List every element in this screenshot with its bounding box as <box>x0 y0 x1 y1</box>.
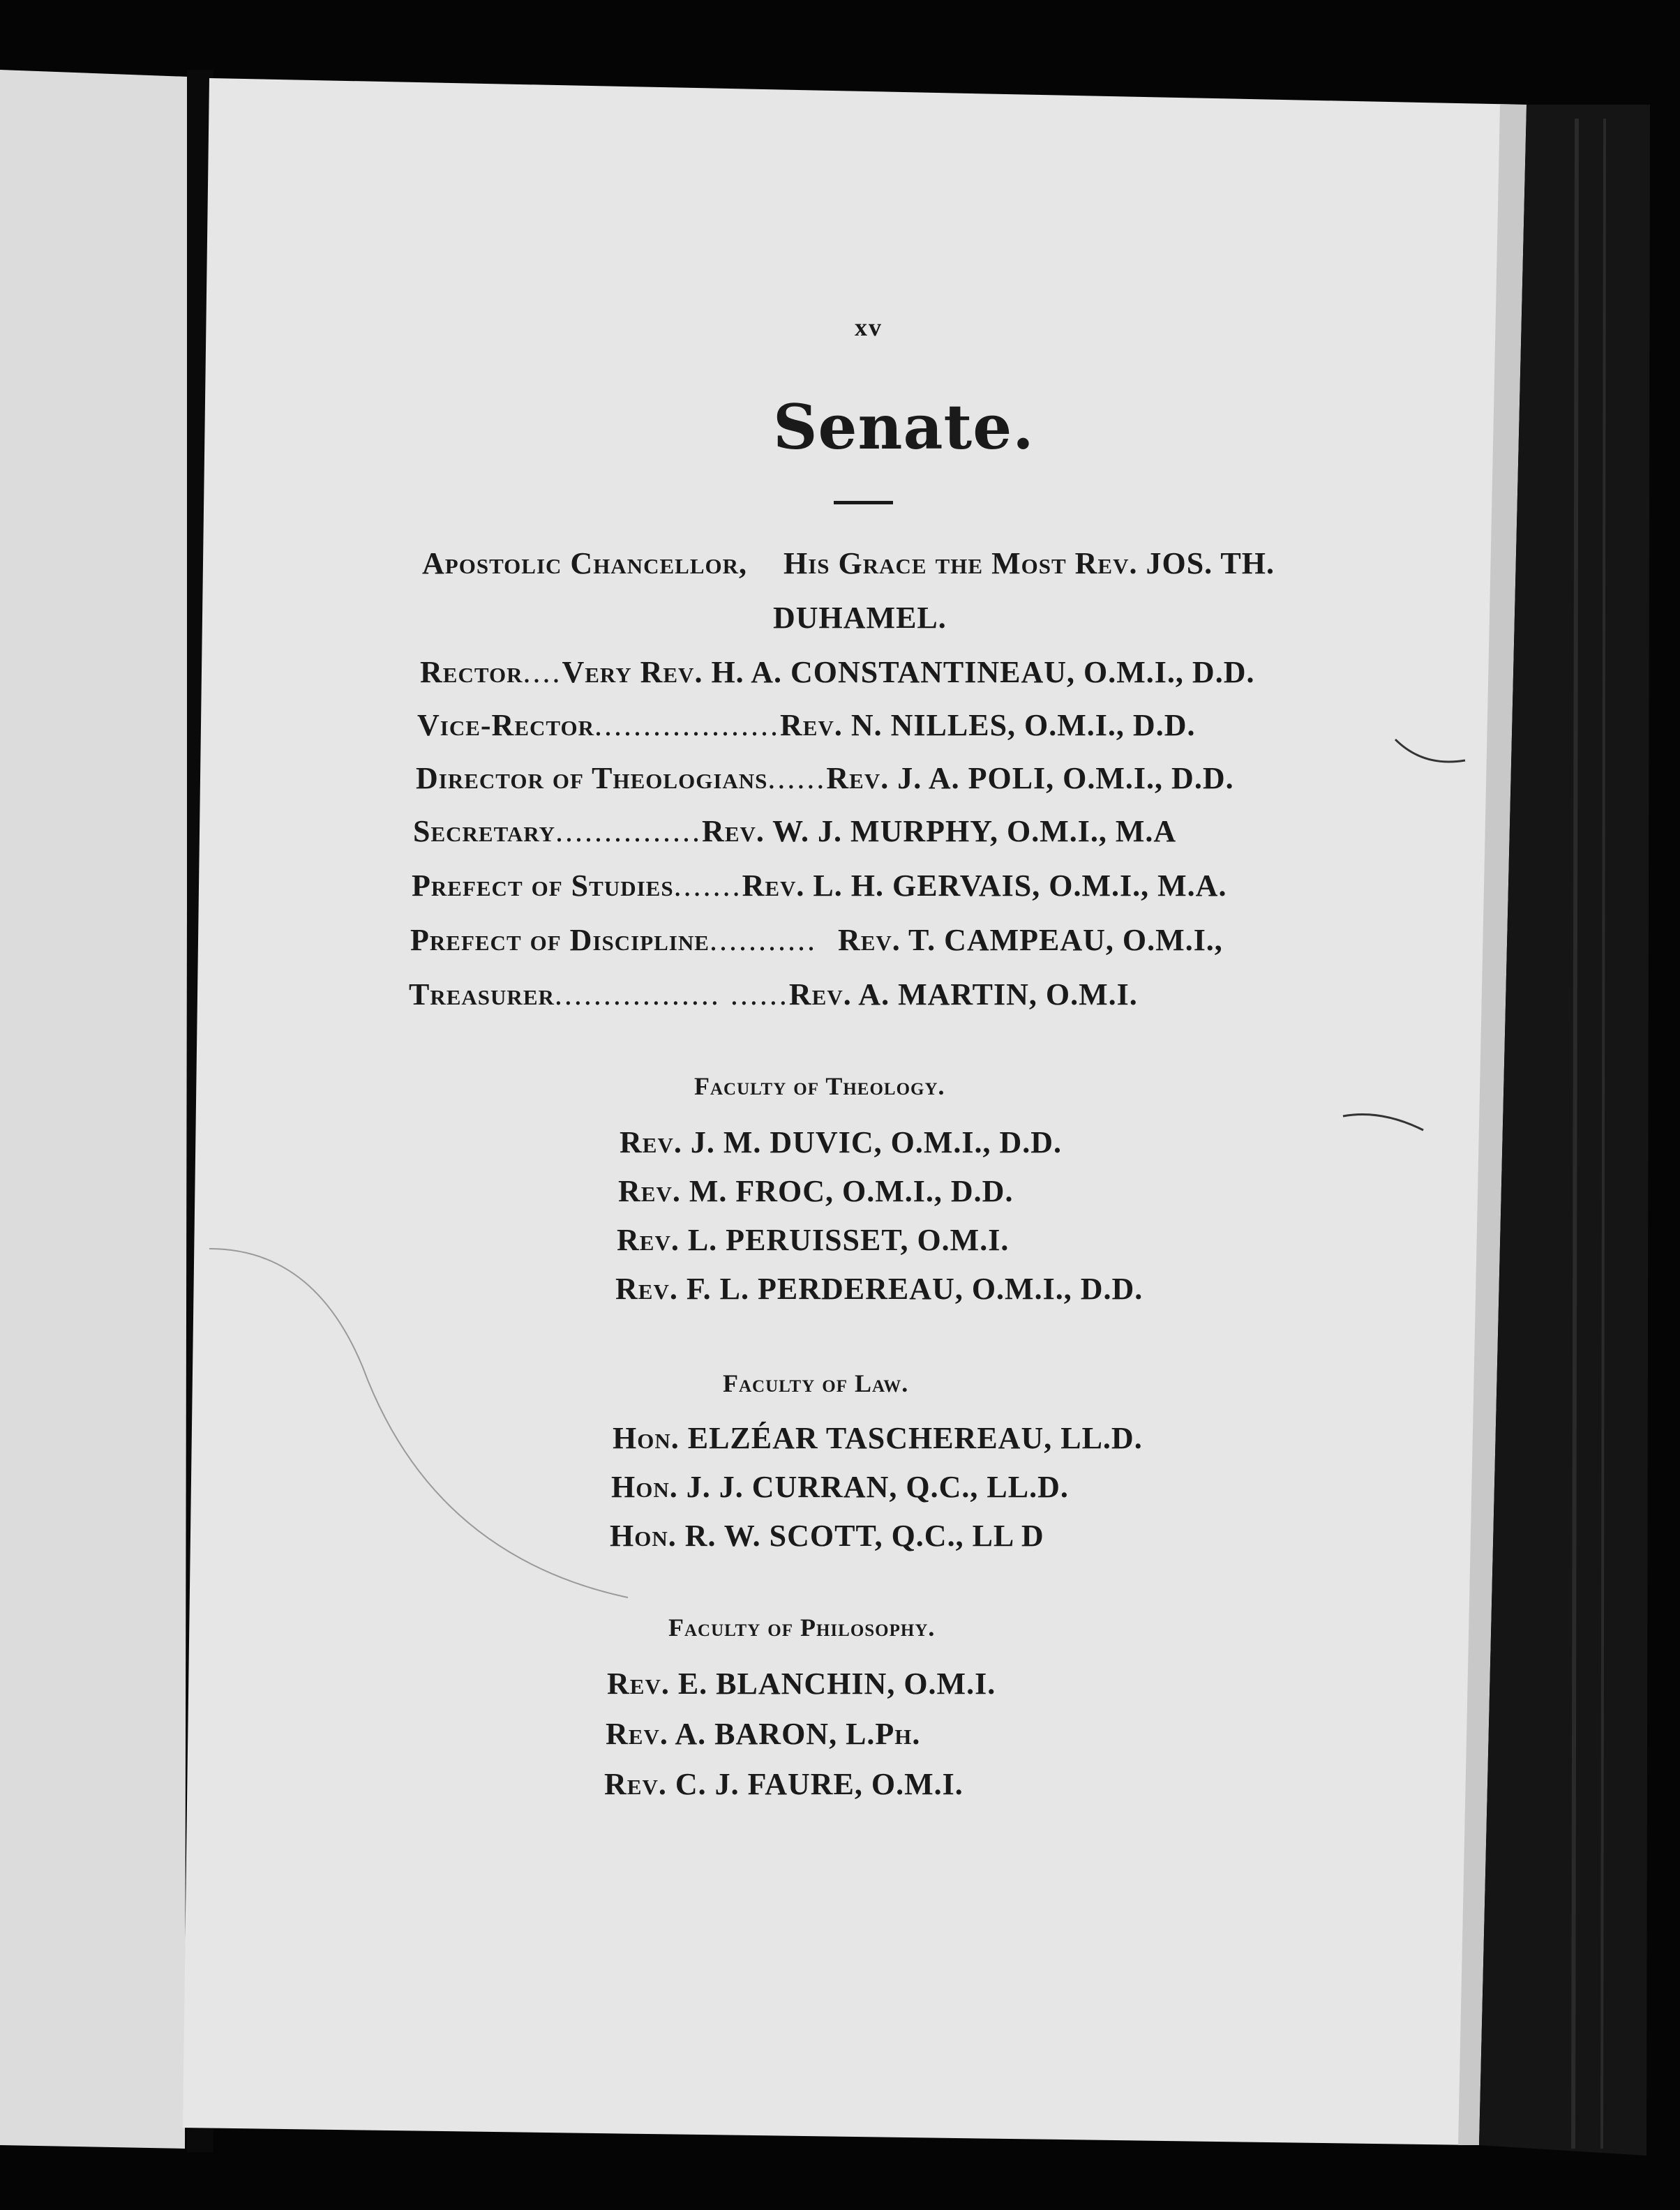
officer-holder: Very Rev. H. A. CONSTANTINEAU, O.M.I., D.D. <box>562 655 1255 689</box>
officer-holder: Rev. A. MARTIN, O.M.I. <box>788 977 1138 1012</box>
officer-office: Director of Theologians <box>416 761 768 795</box>
page-title: Senate. <box>773 391 1035 463</box>
officer-row <box>417 707 1195 743</box>
officer-office: Rector <box>420 655 523 689</box>
dot-leader: ............... <box>555 814 703 848</box>
left-page-sliver <box>0 70 188 2149</box>
faculty-heading: Faculty of Law. <box>723 1369 909 1397</box>
page-number: xv <box>855 313 883 341</box>
faculty-member: Rev. E. BLANCHIN, O.M.I. <box>607 1667 996 1701</box>
dot-leader: ...... <box>767 761 827 795</box>
faculty-member: Rev. J. M. DUVIC, O.M.I., D.D. <box>620 1125 1063 1159</box>
officer-office: Secretary <box>413 814 556 848</box>
dot-leader: ................. ...... <box>554 977 789 1012</box>
officer-office: Treasurer <box>409 977 555 1012</box>
officer-row <box>422 546 1275 581</box>
officer-holder: Rev. W. J. MURPHY, O.M.I., M.A <box>702 814 1177 848</box>
officer-holder: Rev. N. NILLES, O.M.I., D.D. <box>780 708 1196 742</box>
faculty-member: Rev. L. PERUISSET, O.M.I. <box>617 1223 1010 1257</box>
officer-office: Vice-Rector <box>417 708 595 742</box>
officer-holder: Rev. L. H. GERVAIS, O.M.I., M.A. <box>742 869 1227 903</box>
page-paper <box>183 78 1527 2145</box>
officer-row <box>420 654 1254 690</box>
dot-leader: ....... <box>673 869 742 903</box>
faculty-member: Rev. F. L. PERDEREAU, O.M.I., D.D. <box>615 1272 1143 1306</box>
officer-row <box>412 868 1227 903</box>
officer-row <box>409 977 1138 1012</box>
dot-leader: ................... <box>594 708 781 742</box>
officer-holder: His Grace the Most Rev. JOS. TH. <box>783 546 1275 580</box>
officer-office: Prefect of Discipline <box>410 923 710 957</box>
dot-leader: .... <box>523 655 562 689</box>
faculty-member: Rev. M. FROC, O.M.I., D.D. <box>618 1174 1014 1208</box>
officer-row <box>410 922 1223 958</box>
officer-holder: Rev. J. A. POLI, O.M.I., D.D. <box>826 761 1234 795</box>
faculty-member: Hon. J. J. CURRAN, Q.C., LL.D. <box>611 1470 1069 1504</box>
faculty-member: Rev. A. BARON, L.Ph. <box>606 1717 921 1751</box>
faculty-heading: Faculty of Philosophy. <box>668 1614 936 1641</box>
title-rule <box>834 501 893 504</box>
officer-office: Apostolic Chancellor, <box>422 546 748 580</box>
dot-leader: ........... <box>709 923 817 957</box>
officer-holder: Rev. T. CAMPEAU, O.M.I., <box>837 923 1223 957</box>
faculty-heading: Faculty of Theology. <box>694 1072 945 1100</box>
officer-holder-continuation: DUHAMEL. <box>773 601 947 635</box>
officer-row <box>413 813 1176 849</box>
officer-row <box>416 760 1234 796</box>
officer-office: Prefect of Studies <box>412 869 674 903</box>
faculty-member: Rev. C. J. FAURE, O.M.I. <box>604 1767 963 1801</box>
faculty-member: Hon. ELZÉAR TASCHEREAU, LL.D. <box>613 1421 1143 1455</box>
faculty-member: Hon. R. W. SCOTT, Q.C., LL D <box>610 1519 1044 1553</box>
